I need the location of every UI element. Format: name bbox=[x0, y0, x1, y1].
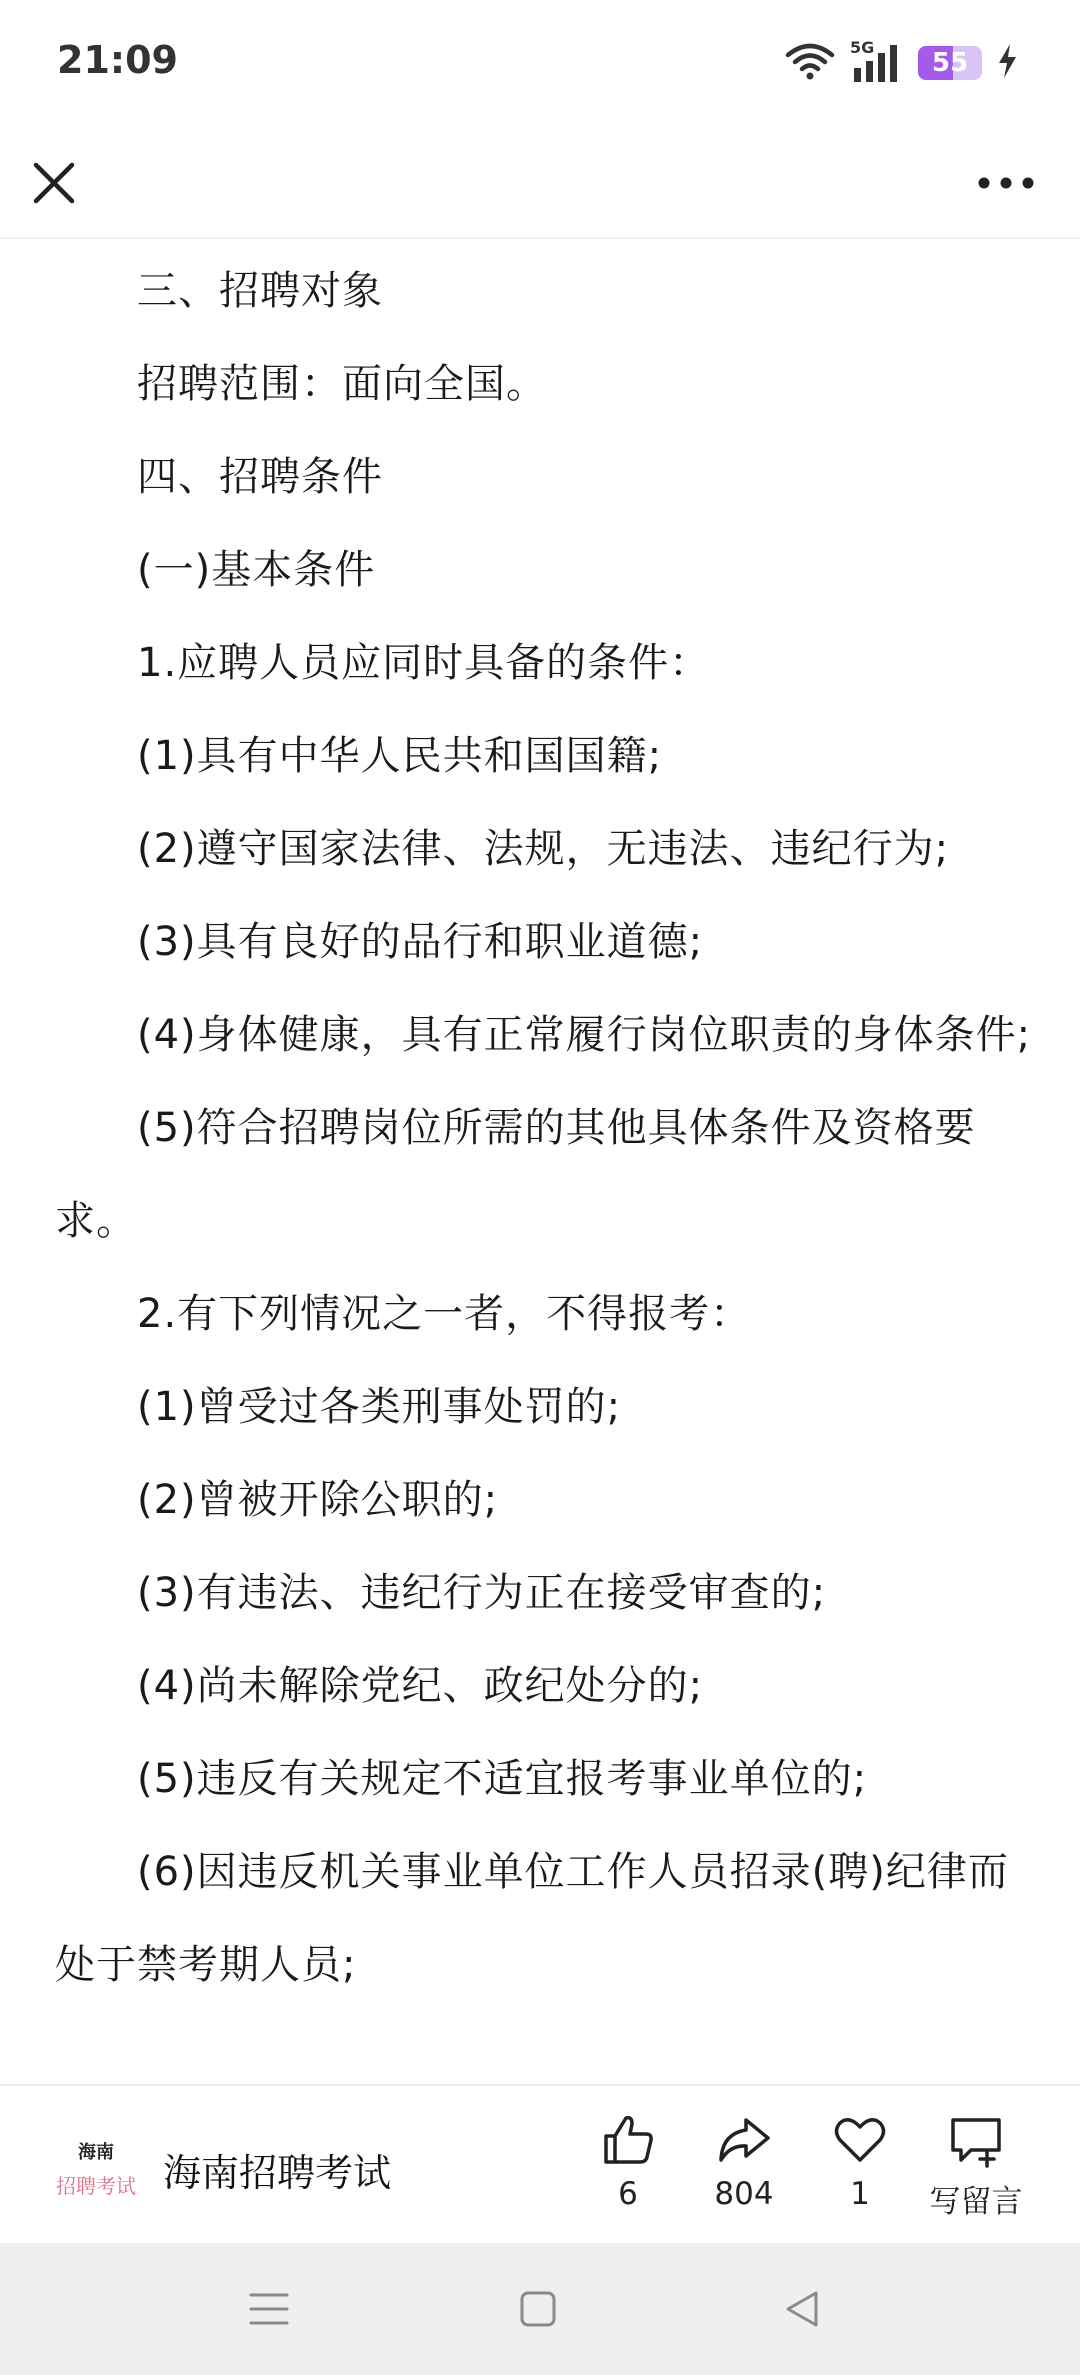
paragraph-text: (2)曾被开除公职的; bbox=[137, 1477, 499, 1523]
close-button[interactable] bbox=[28, 157, 80, 209]
battery-level: 55 bbox=[931, 48, 969, 78]
paragraph-text: (2)遵守国家法律、法规，无违法、违纪行为; bbox=[137, 826, 950, 872]
like-count: 6 bbox=[618, 2176, 638, 2212]
article-paragraph bbox=[0, 1733, 1080, 1826]
paragraph-text: (1)曾受过各类刑事处罚的; bbox=[137, 1384, 622, 1430]
paragraph-text: (5)符合招聘岗位所需的其他具体条件及资格要求。 bbox=[55, 1105, 976, 1244]
menu-icon bbox=[247, 2287, 291, 2331]
logo-text-bottom: 招聘考试 bbox=[56, 2173, 136, 2198]
paragraph-text: 1.应聘人员应同时具备的条件： bbox=[137, 640, 711, 686]
favorite-count: 1 bbox=[850, 2176, 870, 2212]
paragraph-text: (4)尚未解除党纪、政纪处分的; bbox=[137, 1663, 704, 1709]
article-paragraph bbox=[0, 1361, 1080, 1454]
share-count: 804 bbox=[714, 2176, 774, 2212]
paragraph-text: 三、招聘对象 bbox=[137, 268, 383, 314]
paragraph-text: (1)具有中华人民共和国国籍; bbox=[137, 733, 663, 779]
article-paragraph bbox=[0, 1826, 1080, 2012]
article-paragraph bbox=[0, 1268, 1080, 1361]
article-paragraph bbox=[0, 710, 1080, 803]
paragraph-text: (一)基本条件 bbox=[137, 547, 376, 593]
account-logo[interactable] bbox=[52, 2124, 140, 2212]
article-paragraph bbox=[0, 431, 1080, 524]
article-body bbox=[0, 239, 1080, 2084]
share-icon bbox=[716, 2112, 772, 2168]
paragraph-text: (4)身体健康，具有正常履行岗位职责的身体条件; bbox=[137, 1012, 1032, 1058]
home-button[interactable] bbox=[516, 2287, 560, 2335]
comment-icon bbox=[947, 2112, 1005, 2168]
paragraph-text: (3)具有良好的品行和职业道德; bbox=[137, 919, 704, 965]
signal-icon bbox=[850, 38, 904, 84]
network-type: 5G bbox=[850, 38, 875, 57]
paragraph-text: 2.有下列情况之一者，不得报考： bbox=[137, 1291, 752, 1337]
article-paragraph bbox=[0, 617, 1080, 710]
close-icon bbox=[28, 157, 80, 209]
home-icon bbox=[516, 2287, 560, 2331]
wifi-icon bbox=[784, 41, 836, 85]
heart-icon bbox=[832, 2112, 888, 2168]
battery-icon bbox=[918, 46, 982, 80]
account-name[interactable]: 海南招聘考试 bbox=[163, 2151, 392, 2195]
back-button[interactable] bbox=[780, 2287, 824, 2335]
action-bar bbox=[0, 2084, 1080, 2244]
article-paragraph bbox=[0, 245, 1080, 338]
favorite-button[interactable] bbox=[800, 2112, 920, 2212]
top-nav bbox=[0, 125, 1080, 239]
paragraph-text: 招聘范围：面向全国。 bbox=[137, 361, 547, 407]
paragraph-text: (5)违反有关规定不适宜报考事业单位的; bbox=[137, 1756, 868, 1802]
share-button[interactable] bbox=[684, 2112, 804, 2212]
recent-apps-button[interactable] bbox=[247, 2287, 291, 2335]
back-icon bbox=[780, 2287, 824, 2331]
article-paragraph bbox=[0, 989, 1080, 1082]
comment-button[interactable] bbox=[916, 2112, 1036, 2221]
like-icon bbox=[600, 2112, 656, 2168]
system-nav-bar bbox=[0, 2243, 1080, 2375]
paragraph-text: (6)因违反机关事业单位工作人员招录(聘)纪律而处于禁考期人员; bbox=[55, 1849, 1009, 1988]
more-button[interactable] bbox=[974, 165, 1038, 201]
charging-icon bbox=[996, 43, 1018, 83]
article-paragraph bbox=[0, 1640, 1080, 1733]
article-paragraph bbox=[0, 896, 1080, 989]
article-paragraph bbox=[0, 1082, 1080, 1268]
paragraph-text: (3)有违法、违纪行为正在接受审查的; bbox=[137, 1570, 827, 1616]
article-content bbox=[0, 239, 1080, 2012]
logo-text-top: 海南 bbox=[78, 2141, 114, 2163]
article-paragraph bbox=[0, 803, 1080, 896]
paragraph-text: 四、招聘条件 bbox=[137, 454, 383, 500]
status-icons bbox=[784, 40, 1018, 86]
status-time: 21:09 bbox=[57, 38, 178, 82]
like-button[interactable] bbox=[568, 2112, 688, 2212]
more-icon bbox=[974, 165, 1038, 201]
article-paragraph bbox=[0, 1547, 1080, 1640]
status-bar bbox=[0, 0, 1080, 125]
article-paragraph bbox=[0, 1454, 1080, 1547]
comment-label: 写留言 bbox=[929, 2184, 1023, 2220]
article-paragraph bbox=[0, 338, 1080, 431]
article-paragraph bbox=[0, 524, 1080, 617]
